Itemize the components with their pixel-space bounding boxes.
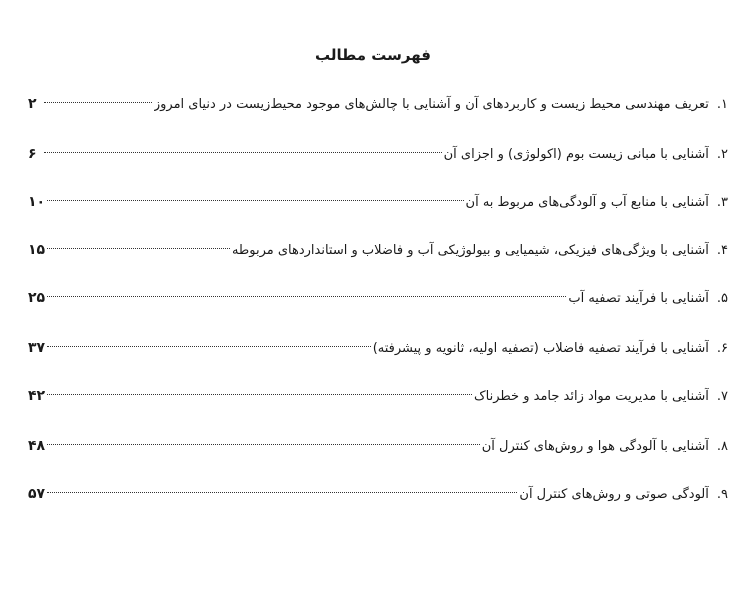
entry-page-number: ۵۷ xyxy=(28,486,46,502)
entry-number: ۶. xyxy=(716,341,728,356)
dot-leader xyxy=(47,345,371,347)
toc-entry-9[interactable] xyxy=(28,482,728,506)
entry-number: ۸. xyxy=(716,439,728,454)
dot-leader xyxy=(47,393,472,395)
entry-page-number: ۶ xyxy=(28,146,37,162)
entry-title: تعریف مهندسی محیط زیست و کاربردهای آن و آشنایی با چالش‌های موجود محیط‌زیست در دنیای امروز xyxy=(153,97,709,112)
entry-title: آشنایی با آلودگی هوا و روش‌های کنترل آن xyxy=(481,439,709,454)
entry-page-number: ۳۷ xyxy=(28,340,46,356)
toc-entry-5[interactable] xyxy=(28,286,728,310)
entry-title: آشنایی با فرآیند تصفیه فاضلاب (تصفیه اولیه، ثانویه و پیشرفته) xyxy=(372,341,709,356)
entry-page-number: ۲۵ xyxy=(28,290,46,306)
dot-leader xyxy=(47,199,463,201)
entry-page-number: ۱۰ xyxy=(28,194,46,210)
entry-number: ۱. xyxy=(716,97,728,112)
dot-leader xyxy=(44,151,442,153)
entry-number: ۳. xyxy=(716,195,728,210)
entry-number: ۷. xyxy=(716,389,728,404)
toc-entry-2[interactable] xyxy=(28,142,728,166)
entry-page-number: ۲ xyxy=(28,96,37,112)
dot-leader xyxy=(47,491,517,493)
entry-title: آشنایی با منابع آب و آلودگی‌های مربوط به آن xyxy=(465,195,709,210)
toc-entry-7[interactable] xyxy=(28,384,728,408)
dot-leader xyxy=(47,295,566,297)
toc-entry-8[interactable] xyxy=(28,434,728,458)
toc-title: فهرست مطالب xyxy=(315,46,431,64)
entry-page-number: ۴۸ xyxy=(28,438,46,454)
dot-leader xyxy=(47,247,230,249)
entry-title: آشنایی با فرآیند تصفیه آب xyxy=(568,291,709,306)
entry-page-number: ۴۲ xyxy=(28,388,46,404)
toc-entry-1[interactable] xyxy=(28,92,728,116)
entry-title: آشنایی با مبانی زیست بوم (اکولوژی) و اجزای آن xyxy=(443,147,709,162)
toc-entry-4[interactable] xyxy=(28,238,728,262)
toc-entry-3[interactable] xyxy=(28,190,728,214)
entry-number: ۹. xyxy=(716,487,728,502)
entry-title: آشنایی با ویژگی‌های فیزیکی، شیمیایی و بیولوژیکی آب و فاضلاب و استانداردهای مربوطه xyxy=(231,243,709,258)
entry-number: ۴. xyxy=(716,243,728,258)
dot-leader xyxy=(44,101,152,103)
dot-leader xyxy=(47,443,480,445)
entry-title: آلودگی صوتی و روش‌های کنترل آن xyxy=(519,487,709,502)
entry-title: آشنایی با مدیریت مواد زائد جامد و خطرناک xyxy=(474,389,709,404)
entry-number: ۵. xyxy=(716,291,728,306)
entry-page-number: ۱۵ xyxy=(28,242,46,258)
entry-number: ۲. xyxy=(716,147,728,162)
toc-entry-6[interactable] xyxy=(28,336,728,360)
